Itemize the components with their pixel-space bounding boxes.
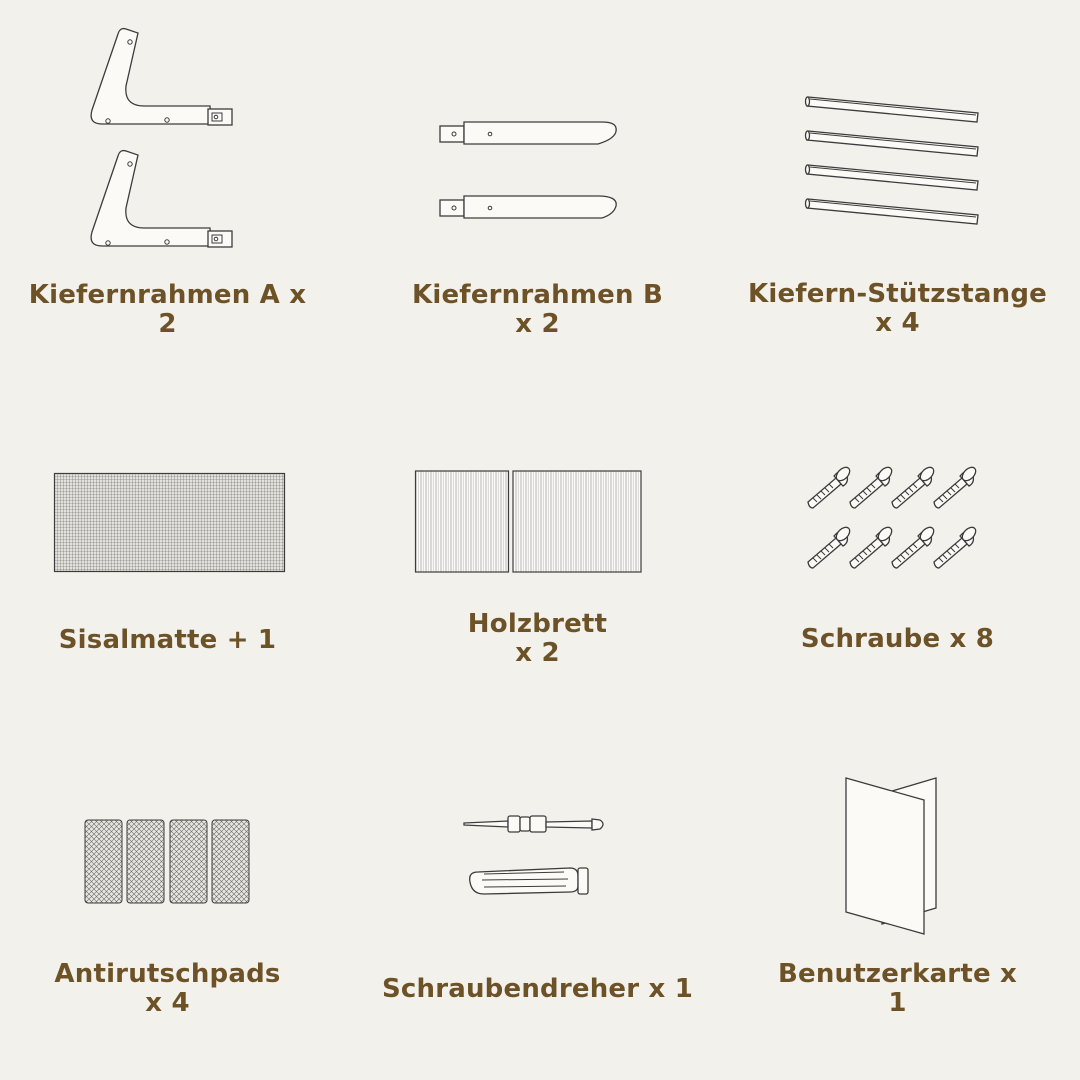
part-label-line2: 1 — [888, 988, 907, 1018]
frame-a-icon — [80, 20, 250, 260]
part-label-line1: Benutzerkarte x — [777, 959, 1018, 989]
part-label-line1: Schraube x 8 — [800, 624, 995, 654]
part-label — [380, 281, 695, 339]
part-label — [740, 625, 1055, 654]
part-label — [10, 960, 325, 1018]
part-label-line1: Holzbrett — [467, 609, 608, 639]
part-label-line1: Kiefern-Stützstange — [748, 279, 1047, 309]
part-label-line2: 2 — [158, 309, 177, 339]
part-label-line1: Kiefernrahmen B — [412, 280, 663, 310]
part-label-line2: x 4 — [875, 308, 920, 338]
user-card-icon — [842, 776, 942, 936]
anti-slip-pad-icon — [84, 819, 254, 905]
part-label-line1: Schraubendreher x 1 — [381, 974, 694, 1004]
screw-icon — [806, 462, 996, 582]
part-label-line2: x 2 — [515, 309, 560, 339]
part-label-line1: Kiefernrahmen A x — [28, 280, 307, 310]
part-label-line2: x 2 — [515, 638, 560, 668]
part-label-line1: Sisalmatte + 1 — [58, 625, 277, 655]
part-label — [740, 960, 1055, 1018]
part-label — [740, 280, 1055, 338]
sisal-mat-icon — [54, 473, 286, 573]
part-label — [380, 975, 695, 1004]
screwdriver-icon — [460, 810, 620, 906]
part-label — [10, 626, 325, 655]
part-label — [380, 610, 695, 668]
support-rod-icon — [800, 90, 990, 240]
frame-b-icon — [430, 110, 630, 230]
part-label — [10, 281, 325, 339]
part-label-line1: Antirutschpads — [54, 959, 281, 989]
part-label-line2: x 4 — [145, 988, 190, 1018]
wood-board-icon — [415, 470, 643, 574]
